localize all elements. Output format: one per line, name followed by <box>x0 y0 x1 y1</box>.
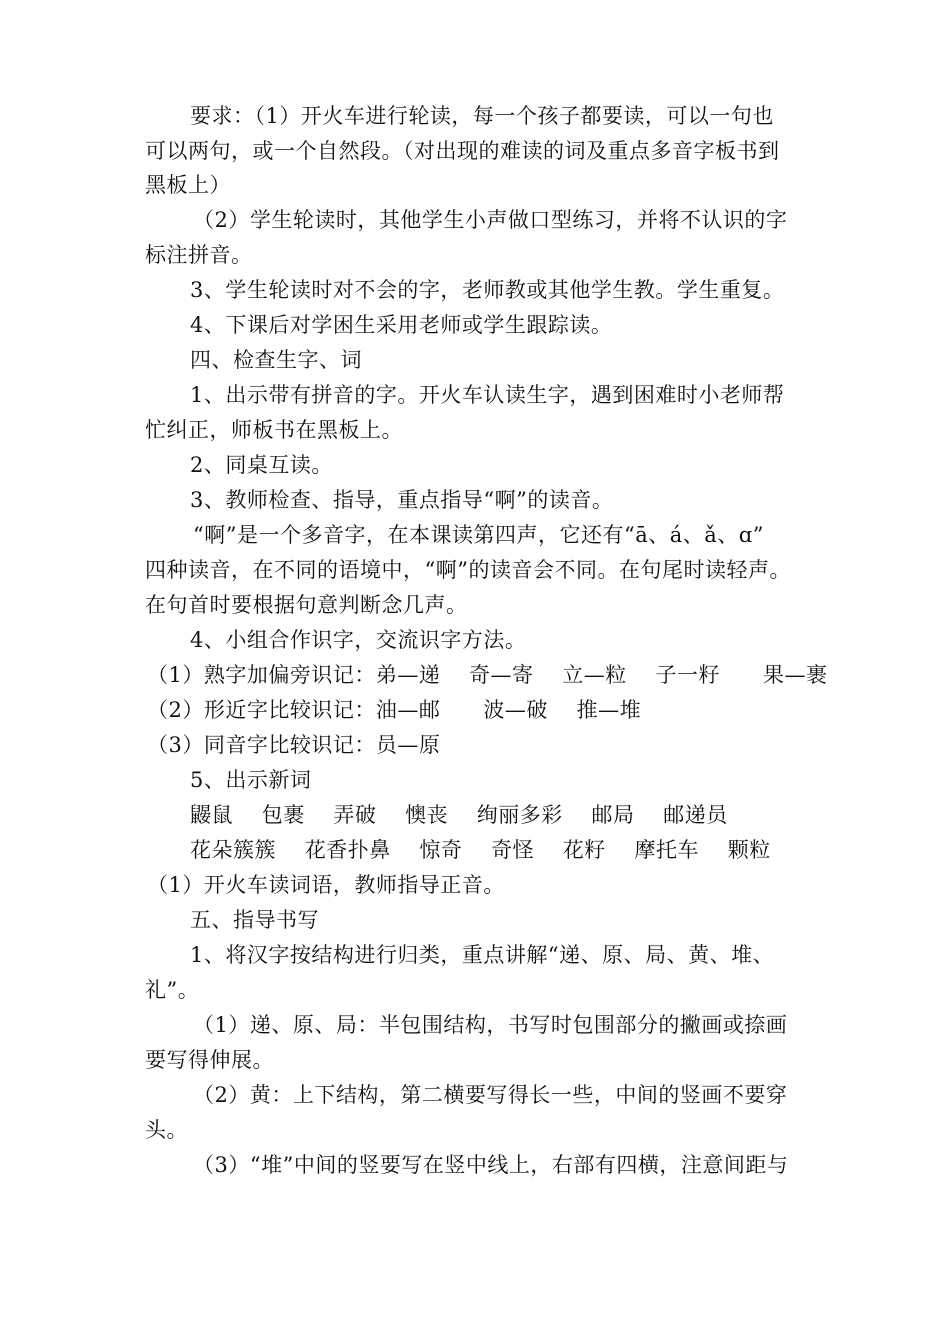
text-line: 5、出示新词 <box>190 768 312 792</box>
text-line: 4、小组合作识字，交流识字方法。 <box>190 628 527 652</box>
text-line: 忙纠正，师板书在黑板上。 <box>145 418 403 442</box>
text-line: 可以两句，或一个自然段。（对出现的难读的词及重点多音字板书到 <box>145 139 780 163</box>
text-line: （1）开火车读词语，教师指导正音。 <box>147 873 505 897</box>
text-line: 1、出示带有拼音的字。开火车认读生字，遇到困难时小老师帮 <box>190 383 785 407</box>
text-line: 四种读音，在不同的语境中，“啊”的读音会不同。在句尾时读轻声。 <box>145 558 791 582</box>
text-line: “啊”是一个多音字，在本课读第四声，它还有“ā、á、ǎ、ɑ” <box>193 523 764 547</box>
text-line: 头。 <box>145 1118 188 1142</box>
text-line: （3）同音字比较识记：员—原 <box>147 733 441 757</box>
text-line: 礼”。 <box>145 978 200 1002</box>
text-line: （1）递、原、局：半包围结构，书写时包围部分的撇画或捺画 <box>193 1013 788 1037</box>
text-line: 3、教师检查、指导，重点指导“啊”的读音。 <box>190 488 614 512</box>
text-line: 3、学生轮读时对不会的字，老师教或其他学生教。学生重复。 <box>190 278 785 302</box>
text-line: 标注拼音。 <box>145 243 253 267</box>
text-line: 4、下课后对学困生采用老师或学生跟踪读。 <box>190 313 613 337</box>
text-line: 1、将汉字按结构进行归类，重点讲解“递、原、局、黄、堆、 <box>190 943 775 967</box>
section-heading: 四、检查生字、词 <box>190 348 362 372</box>
text-line: 要求：（1）开火车进行轮读，每一个孩子都要读，可以一句也 <box>190 104 774 128</box>
word-list: 花朵簇簇 花香扑鼻 惊奇 奇怪 花籽 摩托车 颗粒 <box>190 838 771 862</box>
text-line: 要写得伸展。 <box>145 1048 274 1072</box>
text-line: （2）黄：上下结构，第二横要写得长一些，中间的竖画不要穿 <box>193 1083 788 1107</box>
text-line: （2）学生轮读时，其他学生小声做口型练习，并将不认识的字 <box>193 208 788 232</box>
text-line: （3）“堆”中间的竖要写在竖中线上，右部有四横，注意间距与 <box>193 1153 789 1177</box>
text-line: 在句首时要根据句意判断念几声。 <box>145 593 468 617</box>
text-line: （2）形近字比较识记：油—邮 波—破 推—堆 <box>147 698 642 722</box>
text-line: 2、同桌互读。 <box>190 453 333 477</box>
section-heading: 五、指导书写 <box>190 908 319 932</box>
text-line: 黑板上） <box>145 173 231 197</box>
text-line: （1）熟字加偏旁识记：弟—递 奇—寄 立—粒 子一籽 果—裹 <box>147 663 828 687</box>
word-list: 鼹鼠 包裹 弄破 懊丧 绚丽多彩 邮局 邮递员 <box>190 803 728 827</box>
